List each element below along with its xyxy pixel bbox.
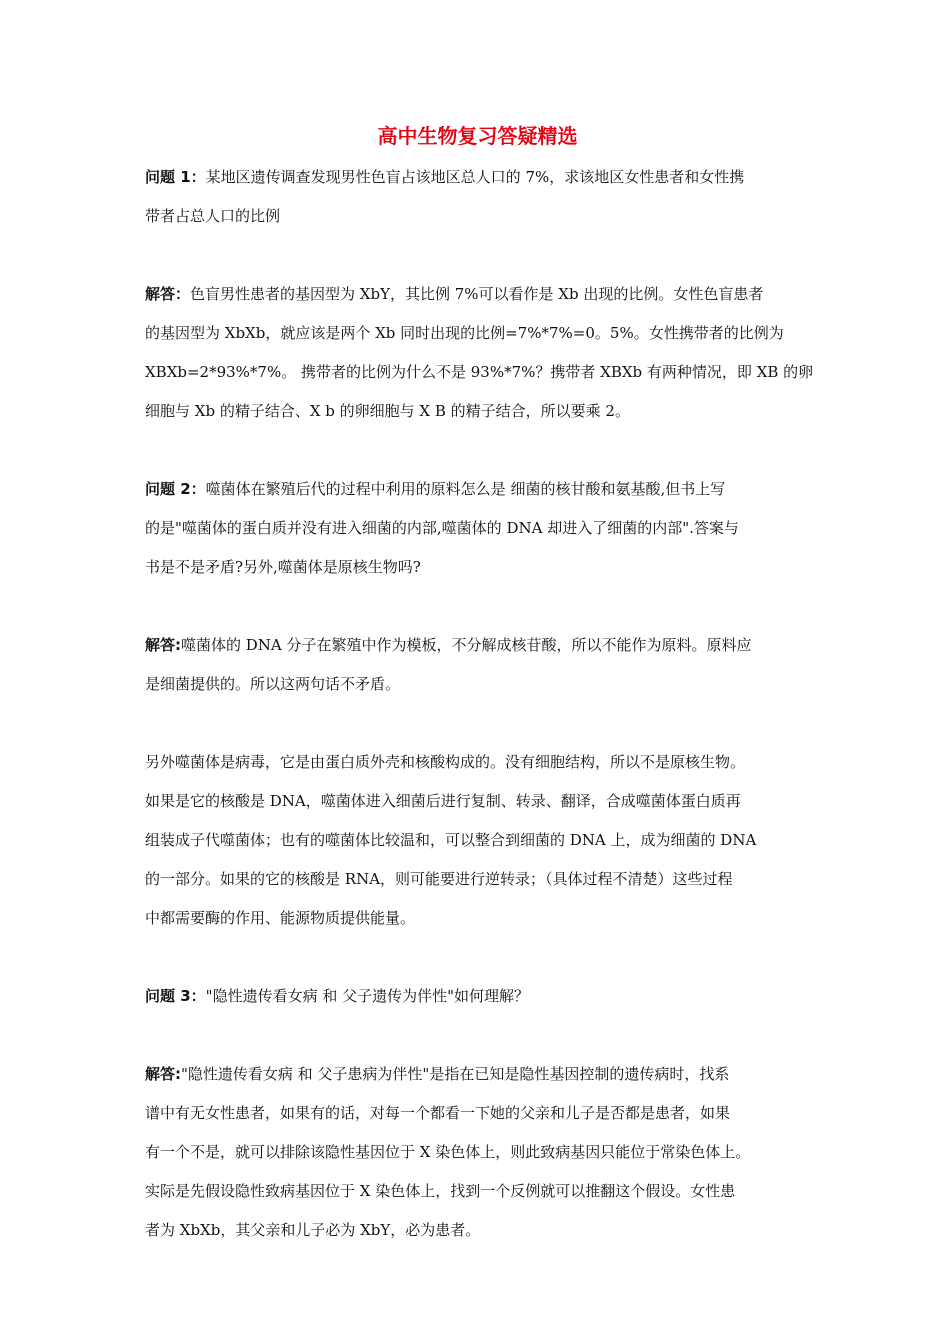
answer-2b-line: 的一部分。如果的它的核酸是 RNA，则可能要进行逆转录；（具体过程不清楚）这些过程 [145, 870, 733, 888]
answer-3 [145, 1055, 810, 1250]
answer-1-line: 解答：色盲男性患者的基因型为 XbY，其比例 7%可以看作是 Xb 出现的比例。女性色盲患者 [145, 285, 764, 303]
paragraph-gap [145, 704, 810, 743]
question-2-line: 的是"噬菌体的蛋白质并没有进入细菌的内部,噬菌体的 DNA 却进入了细菌的内部".答案与 [145, 519, 739, 537]
question-2-line: 问题 2：噬菌体在繁殖后代的过程中利用的原料怎么是 细菌的核甘酸和氨基酸,但书上写 [145, 480, 726, 498]
question-3-line: 问题 3："隐性遗传看女病 和 父子遗传为伴性"如何理解？ [145, 987, 530, 1005]
question-1-line: 问题 1：某地区遗传调查发现男性色盲占该地区总人口的 7%，求该地区女性患者和女性携 [145, 168, 745, 186]
answer-1 [145, 275, 814, 431]
answer-2b-line: 组装成子代噬菌体；也有的噬菌体比较温和，可以整合到细菌的 DNA 上，成为细菌的 DNA [145, 831, 757, 849]
paragraph-gap [145, 431, 810, 470]
answer-1-line: 的基因型为 XbXb，就应该是两个 Xb 同时出现的比例=7%*7%=0。5%。女性携带者的比例为 [145, 324, 784, 342]
document-title: 高中生物复习答疑精选 [377, 124, 578, 148]
paragraph-gap [145, 938, 810, 977]
question-3 [145, 977, 810, 1016]
answer-3-line: 有一个不是，就可以排除该隐性基因位于 X 染色体上，则此致病基因只能位于常染色体上。 [145, 1143, 751, 1161]
question-2-label: 问题 2： [145, 480, 206, 498]
answer-3-line: 实际是先假设隐性致病基因位于 X 染色体上，找到一个反例就可以推翻这个假设。女性患 [145, 1182, 736, 1200]
question-2 [145, 470, 810, 587]
answer-3-line: 谱中有无女性患者，如果有的话，对每一个都看一下她的父亲和儿子是否都是患者，如果 [145, 1104, 731, 1122]
answer-3-label: 解答: [145, 1065, 181, 1083]
answer-1-line: 细胞与 Xb 的精子结合、X b 的卵细胞与 X B 的精子结合，所以要乘 2。 [145, 402, 630, 420]
answer-2b-line: 如果是它的核酸是 DNA，噬菌体进入细菌后进行复制、转录、翻译，合成噬菌体蛋白质再 [145, 792, 741, 810]
paragraph-gap [145, 236, 810, 275]
answer-2-line: 解答:噬菌体的 DNA 分子在繁殖中作为模板，不分解成核苷酸，所以不能作为原料。原料应 [145, 636, 752, 654]
answer-3-line: 者为 XbXb，其父亲和儿子必为 XbY，必为患者。 [145, 1221, 481, 1239]
answer-2-line: 是细菌提供的。所以这两句话不矛盾。 [145, 675, 401, 693]
answer-2b-line: 另外噬菌体是病毒，它是由蛋白质外壳和核酸构成的。没有细胞结构，所以不是原核生物。 [145, 753, 746, 771]
answer-3-line: 解答:"隐性遗传看女病 和 父子患病为伴性"是指在已知是隐性基因控制的遗传病时，找系 [145, 1065, 730, 1083]
question-1 [145, 158, 810, 236]
answer-2 [145, 626, 810, 704]
answer-1-line: XBXb=2*93%*7%。 携带者的比例为什么不是 93%*7%？携带者 XBXb 有两种情况，即 XB 的卵 [145, 363, 814, 381]
question-2-line: 书是不是矛盾?另外,噬菌体是原核生物吗? [145, 558, 421, 576]
question-1-label: 问题 1： [145, 168, 206, 186]
document-page [145, 116, 814, 1250]
answer-1-label: 解答： [145, 285, 191, 303]
answer-2b-line: 中都需要酶的作用、能源物质提供能量。 [145, 909, 416, 927]
paragraph-gap [145, 587, 810, 626]
answer-2-label: 解答: [145, 636, 181, 654]
question-1-line: 带者占总人口的比例 [145, 207, 281, 225]
paragraph-gap [145, 1016, 810, 1055]
answer-2-continued [145, 743, 810, 938]
question-3-label: 问题 3： [145, 987, 206, 1005]
